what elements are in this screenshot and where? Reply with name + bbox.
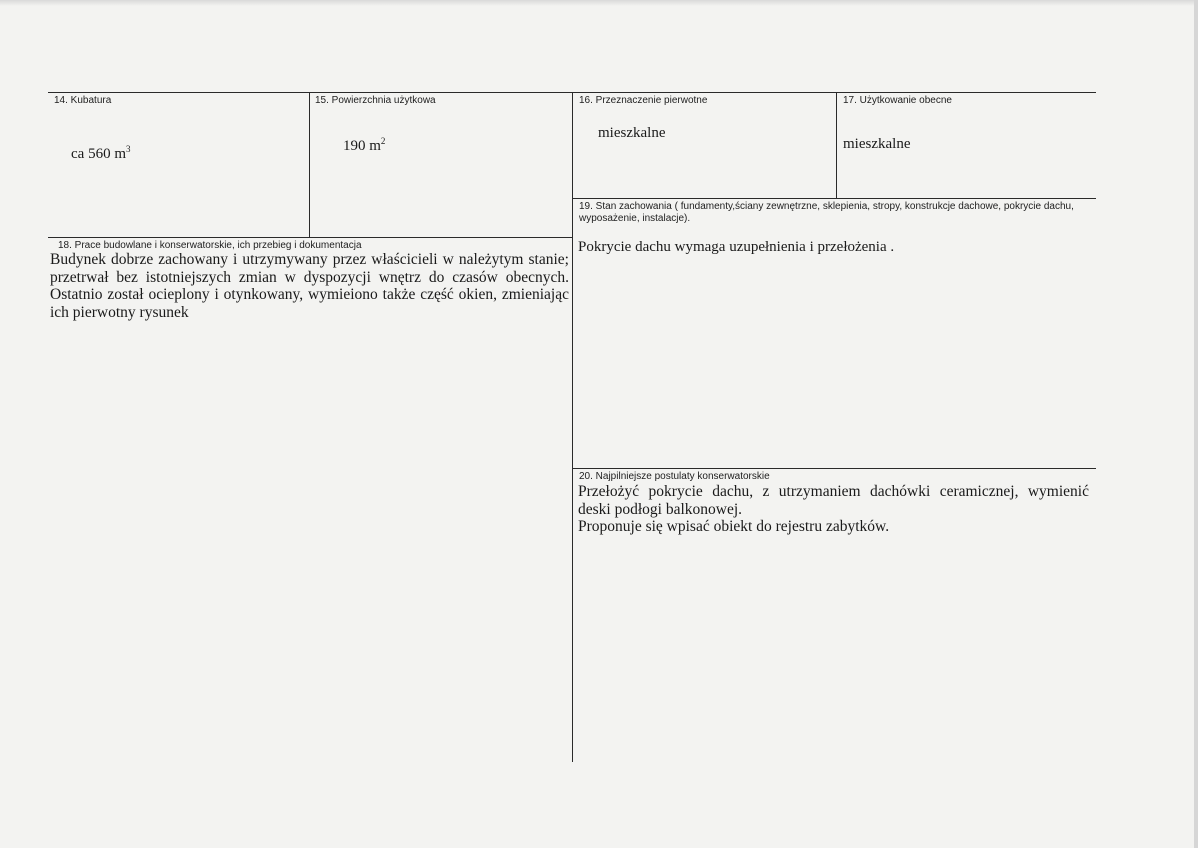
field-18-text xyxy=(50,251,569,321)
field-17-label: 17. Użytkowanie obecne xyxy=(843,95,952,106)
field-20-line-3: Proponuje się wpisać obiekt do rejestru zabytków. xyxy=(578,518,890,535)
rule-above-18 xyxy=(48,237,572,238)
scan-right-edge xyxy=(1194,0,1198,848)
divider-16-17 xyxy=(836,92,837,198)
field-14-value: ca 560 $m^3$ xyxy=(71,144,131,162)
field-16-value: mieszkalne xyxy=(598,125,666,141)
divider-14-15 xyxy=(309,92,310,237)
field-20-text xyxy=(578,483,1089,536)
field-15-label: 15. Powierzchnia użytkowa xyxy=(315,95,436,106)
field-18-label: 18. Prace budowlane i konserwatorskie, ich przebieg i dokumentacja xyxy=(58,240,362,251)
rule-above-20 xyxy=(572,468,1096,469)
field-20-line-2: deski podłogi balkonowej. xyxy=(578,500,743,518)
field-17-value: mieszkalne xyxy=(843,136,911,152)
scan-top-edge xyxy=(0,0,1198,6)
field-20-line-1: Przełożyć pokrycie dachu, z utrzymaniem dachówki ceramicznej, wymienić xyxy=(578,483,1089,500)
field-20-label: 20. Najpilniejsze postulaty konserwatorskie xyxy=(579,471,770,482)
field-18-line-3: Ostatnio został ocieplony i otynkowany, wymieiono także część okien, zmieniając xyxy=(50,286,569,303)
field-14-label: 14. Kubatura xyxy=(54,95,112,106)
rule-above-19 xyxy=(572,198,1096,199)
field-15-value: 190 $m^2$ xyxy=(343,136,386,154)
field-18-line-2: przetrwał bez istotniejszych zmian w dyspozycji wnętrz do czasów obecnych. xyxy=(50,268,569,286)
field-19-label: 19. Stan zachowania ( fundamenty,ściany zewnętrzne, sklepienia, stropy, konstrukcje dachowe, pokrycie dachu, wyposażenie, instalacje). xyxy=(579,201,1074,224)
field-19-text: Pokrycie dachu wymaga uzupełnienia i przełożenia . xyxy=(578,239,895,255)
field-16-label: 16. Przeznaczenie pierwotne xyxy=(579,95,708,106)
field-18-line-4: ich pierwotny rysunek xyxy=(50,303,189,321)
field-18-line-1: Budynek dobrze zachowany i utrzymywany przez właścicieli w należytym stanie; xyxy=(50,251,569,268)
center-divider xyxy=(572,92,573,762)
